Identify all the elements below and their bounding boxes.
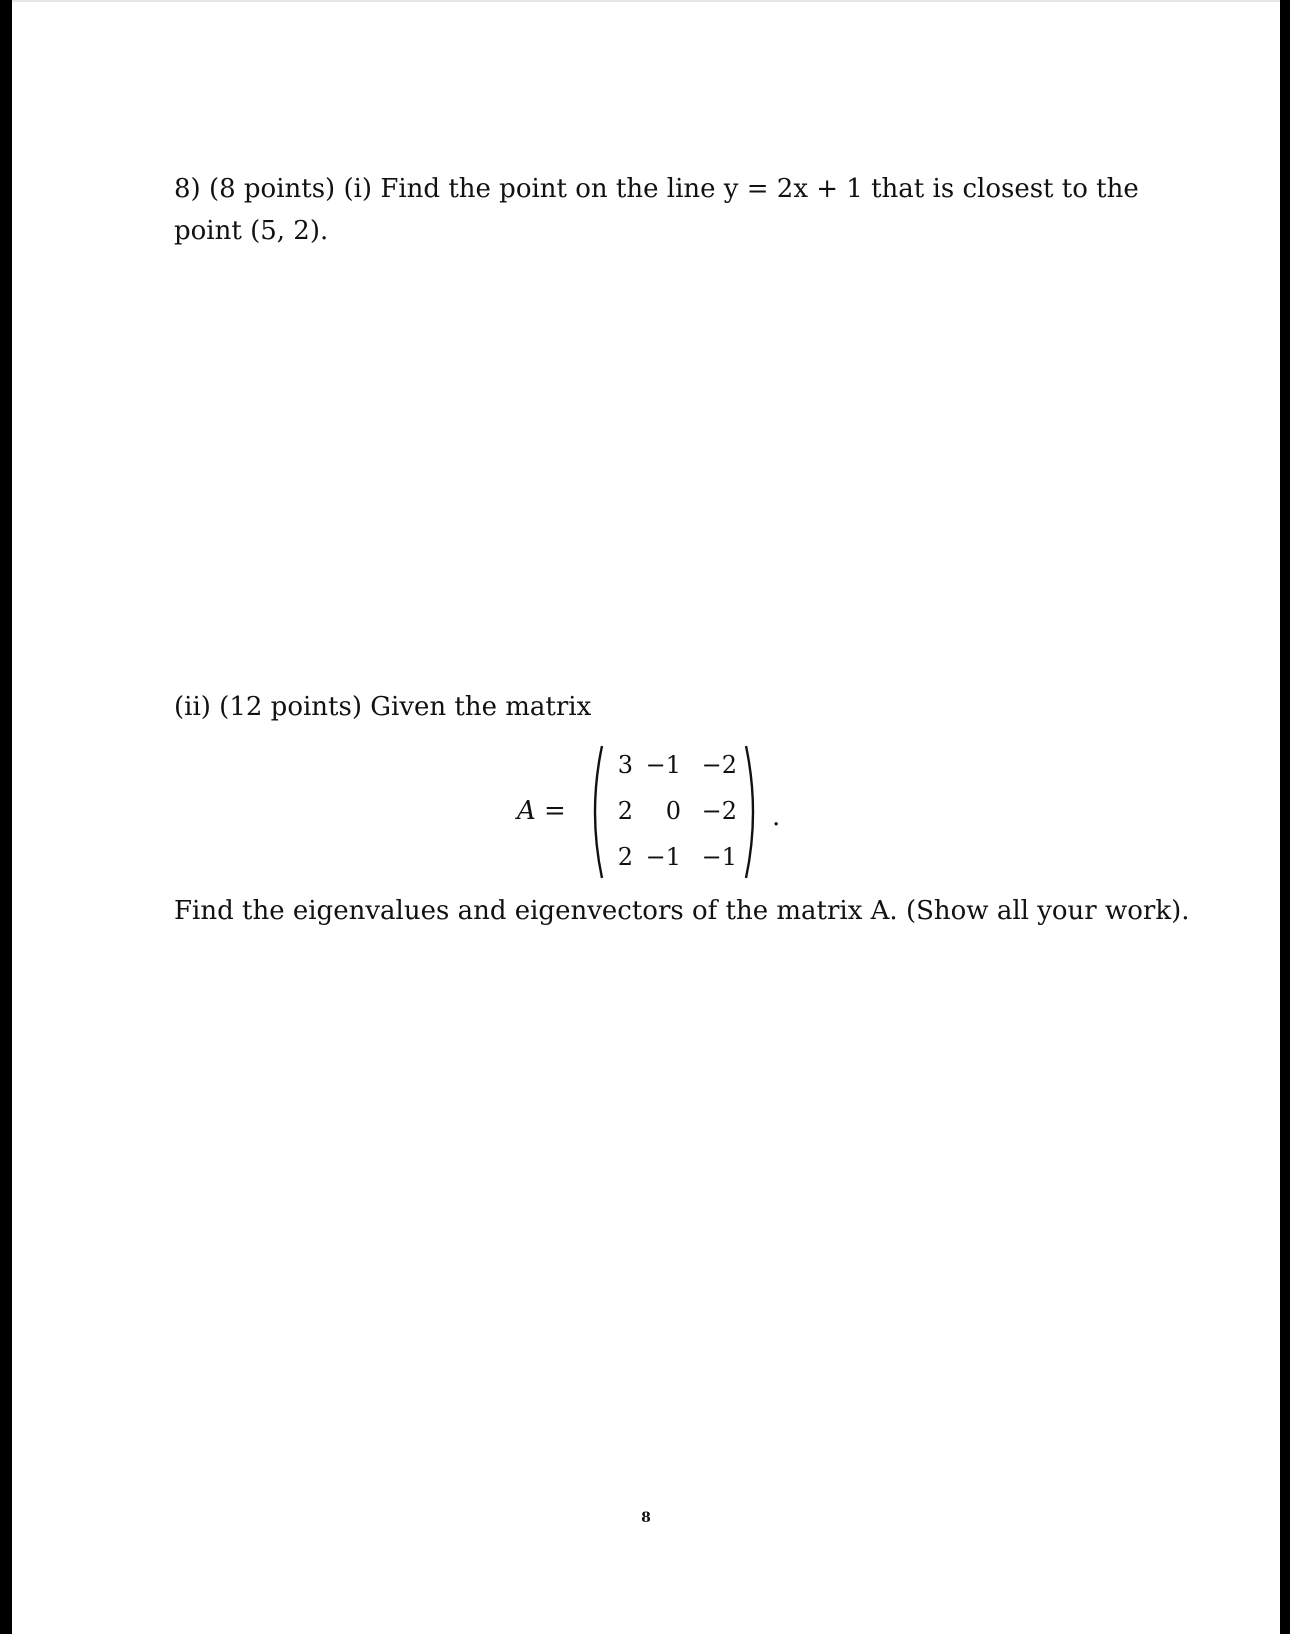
matrix-trailing-period: . bbox=[772, 802, 781, 832]
matrix-cell-r2c2: 0 bbox=[665, 797, 681, 825]
document-page bbox=[12, 0, 1280, 1634]
matrix-equation bbox=[517, 742, 781, 882]
matrix-cell-r1c2: −1 bbox=[645, 751, 681, 779]
question-text: Find the eigenvalues and eigenvectors of the matrix A. (Show all your work). bbox=[174, 896, 1190, 926]
right-parenthesis bbox=[742, 742, 762, 882]
page-number: 8 bbox=[641, 1510, 651, 1526]
problem-statement-line-2: point (5, 2). bbox=[174, 216, 329, 246]
matrix-label: A = bbox=[517, 796, 566, 826]
matrix-cell-r2c3: −2 bbox=[701, 797, 737, 825]
matrix-cell-r1c3: −2 bbox=[701, 751, 737, 779]
problem-statement-line-1: 8) (8 points) (i) Find the point on the line y = 2x + 1 that is closest to the bbox=[174, 174, 1139, 204]
matrix-cell-r3c3: −1 bbox=[701, 843, 737, 871]
matrix-cell-r3c2: −1 bbox=[645, 843, 681, 871]
matrix-cell-r1c1: 3 bbox=[617, 751, 633, 779]
matrix-cell-r2c1: 2 bbox=[617, 797, 633, 825]
matrix-cell-r3c1: 2 bbox=[617, 843, 633, 871]
part-ii-intro: (ii) (12 points) Given the matrix bbox=[174, 692, 592, 722]
page-edge bbox=[12, 0, 1280, 2]
